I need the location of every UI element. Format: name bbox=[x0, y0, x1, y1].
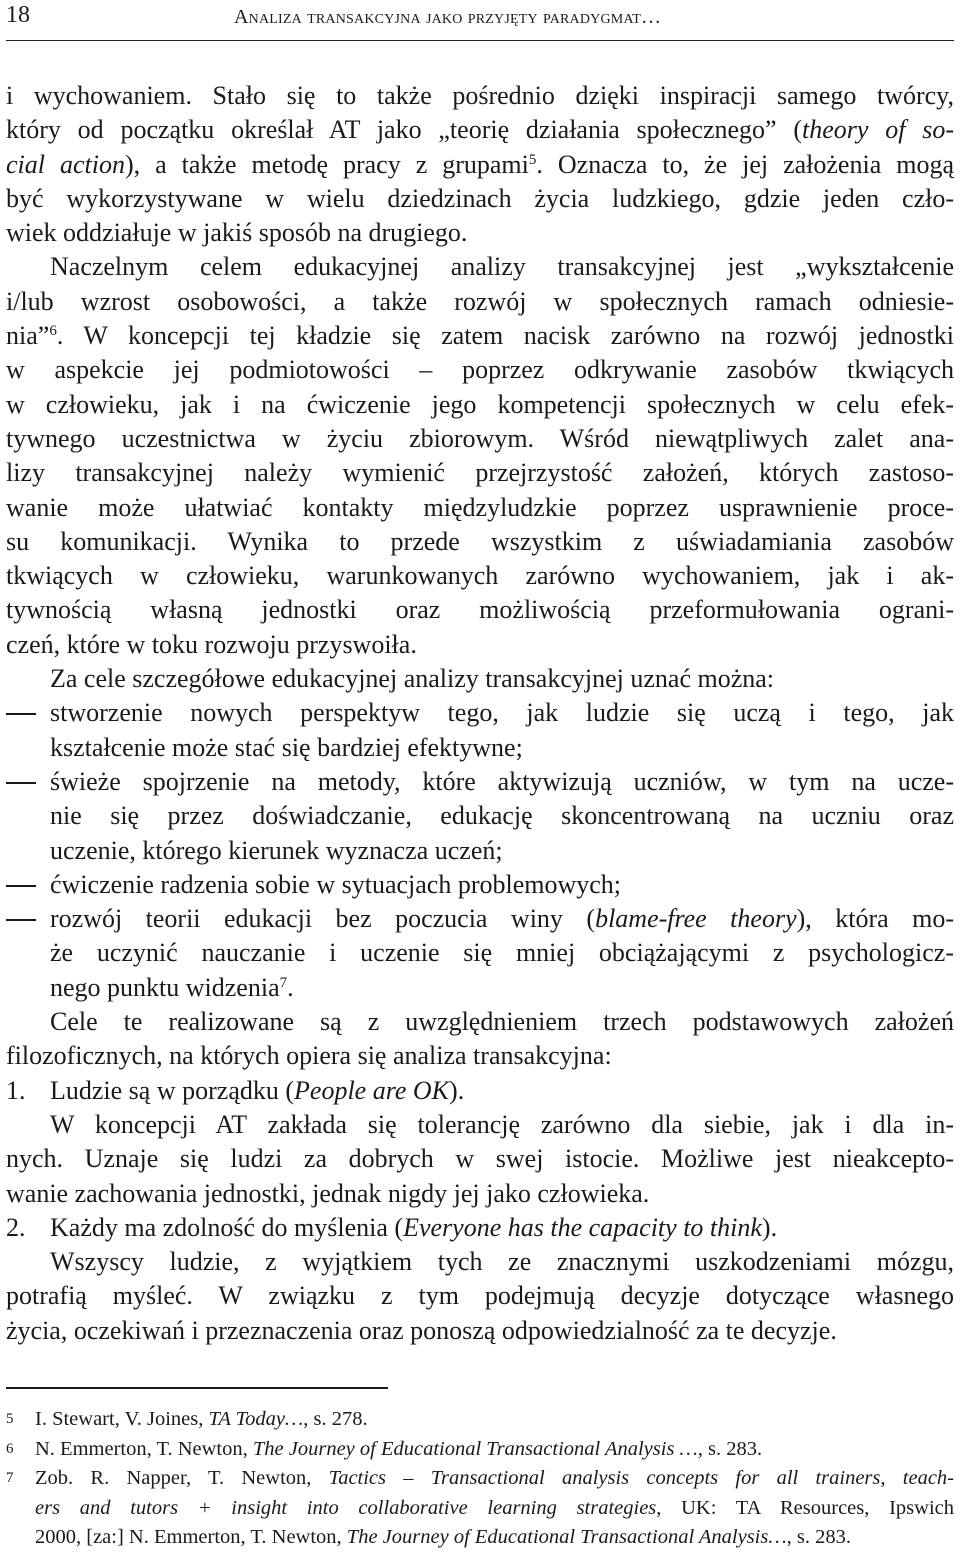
running-header bbox=[6, 0, 954, 41]
text-line: nego punktu widzenia$^7$. bbox=[50, 972, 294, 1002]
running-title: Analiza transakcyjna jako przyjęty paradygmat… bbox=[234, 6, 662, 28]
text-line: nych. Uznaje się ludzi za dobrych w swej istocie. Możliwe jest nieakcepto- bbox=[6, 1144, 954, 1174]
footnote-text: Zob. R. Napper, T. Newton, Tactics – Transactional analysis concepts for all trainers, teach- bbox=[35, 1467, 954, 1489]
dash-bullet bbox=[6, 782, 36, 784]
text-line: życia, oczekiwań i przeznaczenia oraz ponoszą odpowiedzialność za te decyzje. bbox=[6, 1315, 837, 1345]
footnote-7 bbox=[6, 1464, 954, 1553]
text-line: rozwój teorii edukacji bez poczucia winy (blame-free theory), która mo- bbox=[50, 904, 955, 934]
text-line: tywnego uczestnictwa w życiu zbiorowym. Wśród niewątpliwych zalet ana- bbox=[6, 423, 954, 453]
text-line: wanie zachowania jednostki, jednak nigdy jej jako człowieka. bbox=[6, 1178, 650, 1208]
text-line: i wychowaniem. Stało się to także pośrednio dzięki inspiracji samego twórcy, bbox=[6, 81, 954, 110]
text-line: su komunikacji. Wynika to przede wszystkim z uświadamiania zasobów bbox=[6, 526, 954, 556]
text-line: W koncepcji AT zakłada się tolerancję zarówno dla siebie, jak i dla in- bbox=[50, 1109, 954, 1139]
text-line: nie się przez doświadczanie, edukację skoncentrowaną na uczniu oraz bbox=[50, 801, 954, 831]
list-item bbox=[6, 868, 954, 902]
text-line: Naczelnym celem edukacyjnej analizy transakcyjnej jest „wykształcenie bbox=[50, 252, 954, 282]
dash-bullet bbox=[6, 919, 36, 921]
text-line: kształcenie może stać się bardziej efektywne; bbox=[50, 732, 523, 762]
text-line: który od początku określał AT jako „teorię działania społecznego” (theory of so- bbox=[6, 115, 955, 145]
footnote-number: 7 bbox=[6, 1470, 14, 1486]
text-line: Wszyscy ludzie, z wyjątkiem tych ze znacznymi uszkodzeniami mózgu, bbox=[50, 1247, 954, 1277]
text-line: Za cele szczegółowe edukacyjnej analizy transakcyjnej uznać można: bbox=[50, 664, 775, 694]
footnote-ref: 6 bbox=[49, 323, 57, 340]
text-line: wanie może ułatwiać kontakty międzyludzkie poprzez usprawnienie proce- bbox=[6, 492, 954, 522]
footnote-text: N. Emmerton, T. Newton, The Journey of Educational Transactional Analysis …, s. 283. bbox=[35, 1437, 763, 1460]
footnote-ref: 5 bbox=[528, 151, 537, 168]
text-line: cial action), a także metodę pracy z grupami$^5$. Oznacza to, że jej założenia mogą bbox=[6, 149, 954, 179]
numbered-item bbox=[6, 1211, 954, 1245]
text-line: potrafią myśleć. W związku z tym podejmują decyzje dotyczące własnego bbox=[6, 1281, 954, 1311]
dash-bullet bbox=[6, 713, 36, 715]
text-line: Cele te realizowane są z uwzględnieniem trzech podstawowych założeń bbox=[50, 1007, 954, 1037]
text-line: nia”$^6$. W koncepcji tej kładzie się zatem nacisk zarówno na rozwój jednostki bbox=[6, 321, 954, 351]
text-line: uczenie, którego kierunek wyznacza uczeń; bbox=[50, 835, 503, 865]
list-item bbox=[6, 765, 954, 868]
text-line: Ludzie są w porządku (People are OK). bbox=[50, 1075, 465, 1105]
text-line: wiek oddziałuje w jakiś sposób na drugiego. bbox=[6, 218, 468, 248]
text-line: w człowieku, jak i na ćwiczenie jego kompetencji społecznych w celu efek- bbox=[6, 389, 954, 419]
footnote-text: 2000, [za:] N. Emmerton, T. Newton, The Journey of Educational Transactional Analysis…, s. 283. bbox=[35, 1526, 851, 1548]
text-line: świeże spojrzenie na metody, które aktywizują uczniów, w tym na ucze- bbox=[50, 766, 954, 796]
footnote-text: I. Stewart, V. Joines, TA Today…, s. 278. bbox=[35, 1408, 368, 1430]
footnote-text: ers and tutors + insight into collaborative learning strategies, UK: TA Resources, Ipswich bbox=[35, 1496, 954, 1519]
text-line: lizy transakcyjnej należy wymienić przejrzystość założeń, których zastoso- bbox=[6, 458, 954, 488]
footnotes bbox=[6, 1405, 954, 1553]
body-text bbox=[6, 79, 954, 1348]
footnote-5 bbox=[6, 1405, 954, 1435]
footnote-ref: 7 bbox=[279, 974, 288, 991]
text-line: ćwiczenie radzenia sobie w sytuacjach problemowych; bbox=[50, 869, 622, 899]
text-line: i/lub wzrost osobowości, a także rozwój w społecznych ramach odniesie- bbox=[6, 286, 954, 316]
text-line: być wykorzystywane w wielu dziedzinach życia ludzkiego, gdzie jeden czło- bbox=[6, 183, 954, 213]
list-item bbox=[6, 902, 954, 1005]
dash-bullet bbox=[6, 885, 36, 887]
text-line: tywnością własną jednostki oraz możliwością przeformułowania ograni- bbox=[6, 595, 954, 625]
text-line: czeń, które w toku rozwoju przyswoiła. bbox=[6, 629, 417, 659]
page-number: 18 bbox=[6, 2, 30, 28]
text-line: Każdy ma zdolność do myślenia (Everyone has the capacity to think). bbox=[50, 1212, 778, 1242]
numbered-item bbox=[6, 1074, 954, 1108]
text-line: filozoficznych, na których opiera się analiza transakcyjna: bbox=[6, 1041, 612, 1071]
item-number: 1. bbox=[6, 1075, 26, 1105]
item-number: 2. bbox=[6, 1212, 26, 1242]
text-line: w aspekcie jej podmiotowości – poprzez odkrywanie zasobów tkwiących bbox=[6, 355, 954, 385]
text-line: stworzenie nowych perspektyw tego, jak ludzie się uczą i tego, jak bbox=[50, 698, 954, 728]
footnote-number: 6 bbox=[6, 1440, 14, 1457]
footnote-6 bbox=[6, 1435, 954, 1465]
text-line: że uczynić nauczanie i uczenie się mniej obciążającymi z psychologicz- bbox=[50, 938, 954, 968]
list-item bbox=[6, 696, 954, 765]
footnote-number: 5 bbox=[6, 1411, 14, 1427]
text-line: tkwiących w człowieku, warunkowanych zarówno wychowaniem, jak i ak- bbox=[6, 561, 954, 591]
footnote-separator bbox=[6, 1387, 388, 1389]
